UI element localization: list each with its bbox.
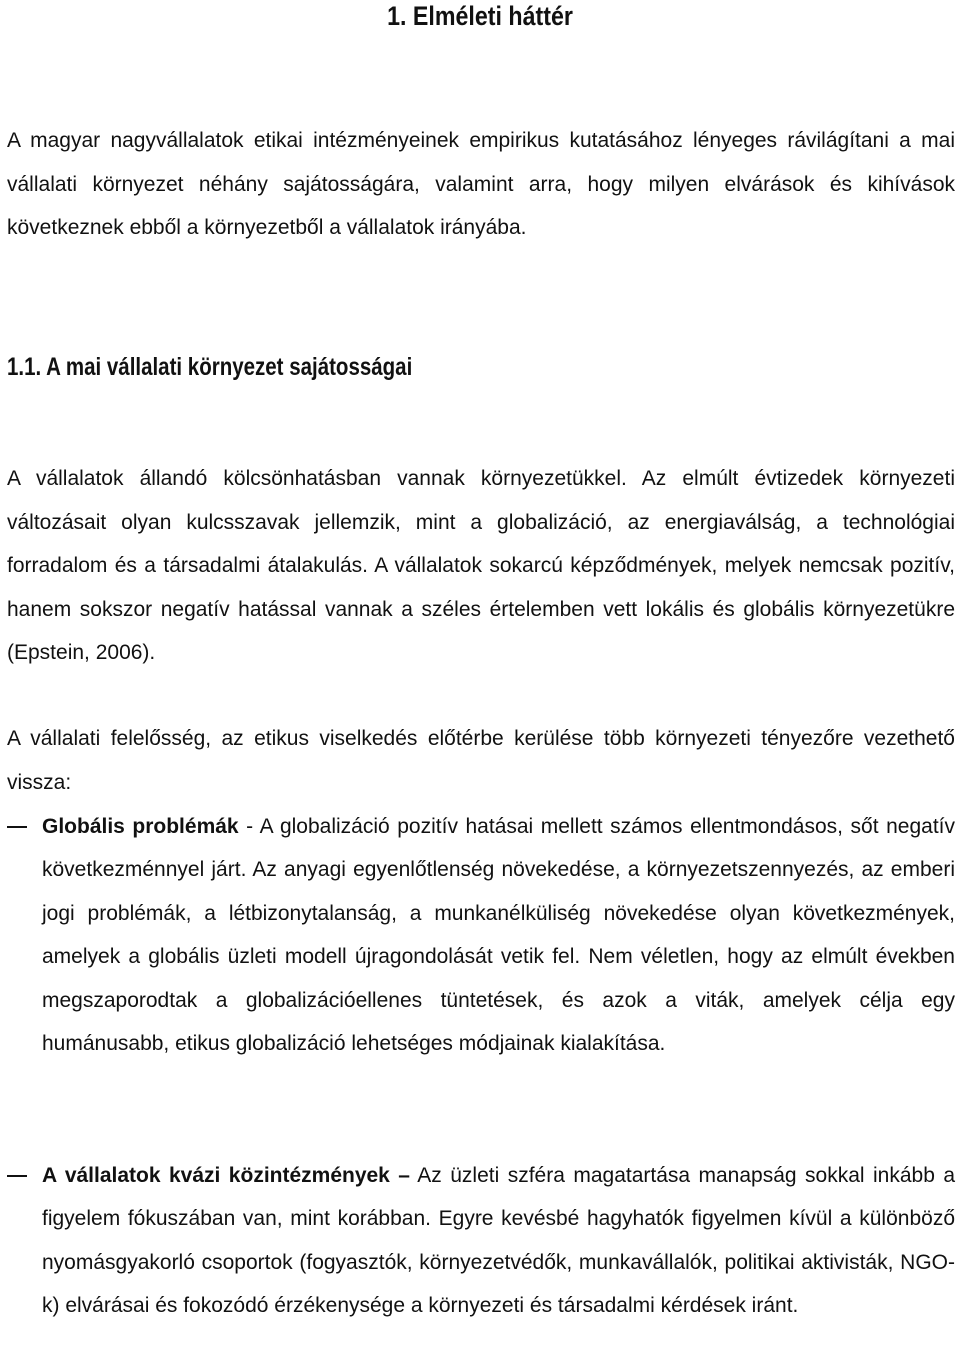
environment-paragraph: A vállalatok állandó kölcsönhatásban vannak környezetükkel. Az elmúlt évtizedek környezeti változásait olyan kulcsszavak jellemzik, mint a globalizáció, az energiaválság, a technológiai forradalom és a társadalmi átalakulás. A vállalatok sokarcú képződmények, melyek nemcsak pozitív, hanem sokszor negatív hatással vannak a széles értelemben vett lokális és globális környezetükre (Epstein, 2006). [7,467,955,664]
section-title: 1.1. A mai vállalati környezet sajátosságai [7,353,413,381]
bullet-lead: Globális problémák [42,815,239,838]
dash-bullet-icon [7,1175,27,1177]
bullet-body: Az üzleti szféra magatartása manapság sokkal inkább a figyelem fókuszában van, mint korábban. Egyre kevésbé hagyhatók figyelmen kívül a különböző nyomásgyakorló csoportok (fogyasztók, környezetvédők, munkavállalók, politikai aktivisták, NGO-k) elvárásai és fokozódó érzékenysége a környezeti és társadalmi kérdések iránt. [42,1164,955,1318]
intro-paragraph: A magyar nagyvállalatok etikai intézményeinek empirikus kutatásához lényeges rávilágítani a mai vállalati környezet néhány sajátosságára, valamint arra, hogy milyen elvárások és kihívások következnek ebből a környezetből a vállalatok irányába. [7,129,955,239]
responsibility-paragraph: A vállalati felelősség, az etikus viselkedés előtérbe kerülése több környezeti tényezőre vezethető vissza: [7,727,955,794]
chapter-title: 1. Elméleti háttér [387,1,573,31]
bullet-body: A globalizáció pozitív hatásai mellett számos ellentmondásos, sőt negatív következménnyel járt. Az anyagi egyenlőtlenség növekedése, a környezetszennyezés, az emberi jogi problémák, a létbizonytalanság, a munkanélküliség növekedése olyan következmények, amelyek a globális üzleti modell újragondolását vetik fel. Nem véletlen, hogy az elmúlt években megszaporodtak a globalizációellenes tüntetések, és azok a viták, amelyek célja egy humánusabb, etikus globalizáció lehetséges módjainak kialakítása. [42,815,956,1056]
bullet-lead: A vállalatok kvázi közintézmények – [42,1164,410,1187]
bullet-text [42,1154,955,1328]
bullet-text [42,805,955,1065]
bullet-separator: - [238,815,260,838]
bullet-item-quasi-public-institutions [7,1154,955,1328]
bullet-item-global-problems [7,805,955,1065]
dash-bullet-icon [7,826,27,828]
